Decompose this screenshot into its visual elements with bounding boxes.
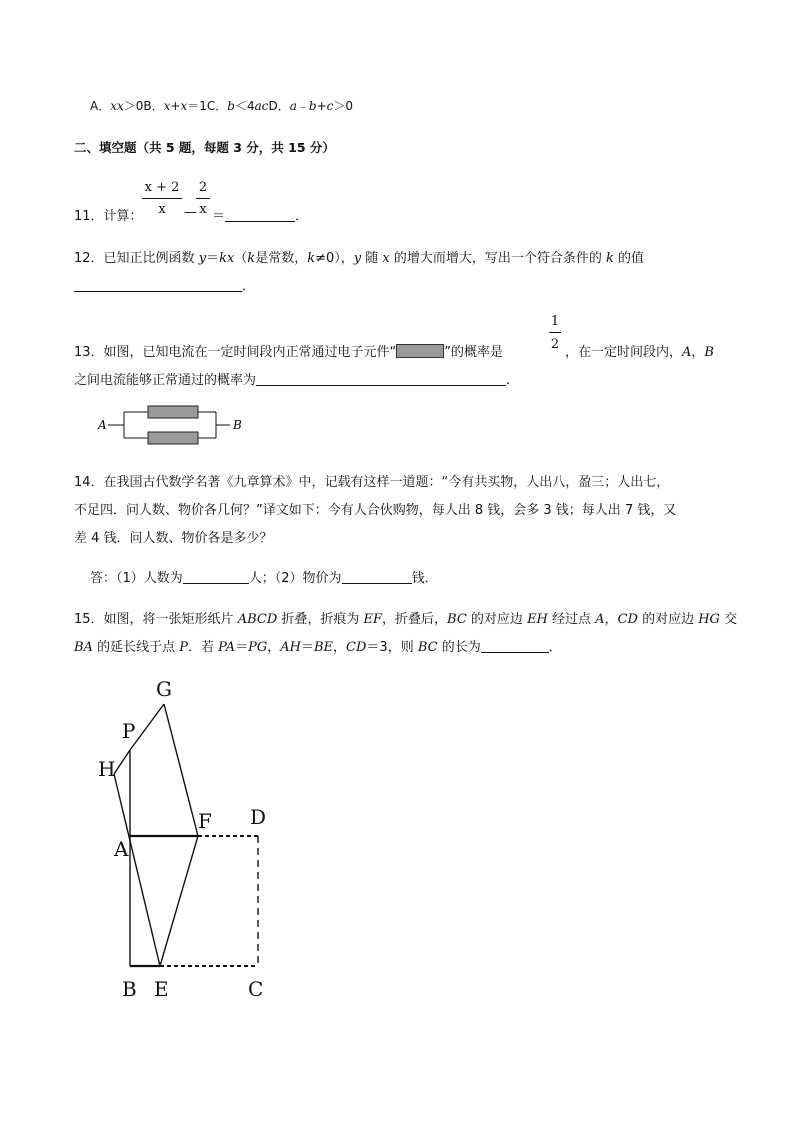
q13-point-b: B [704,345,714,360]
q15-answer-blank[interactable] [481,638,549,653]
q12-k2: k [307,251,316,266]
label-d: D [250,805,267,829]
q11-equals: ＝ [212,209,226,224]
q15-text-j: ．若 [187,640,219,655]
q15-end: ． [548,640,562,655]
edge-h-p [114,750,130,774]
q12-text4: ≠0）， [315,251,354,266]
q15-line2 [74,636,562,655]
q15-eq3: ＝3，则 [366,640,418,655]
q15-text-c: ，折叠后， [382,612,448,627]
option-c-label: ＝1C． [187,99,228,113]
circuit-diagram [96,402,256,452]
fold-figure [90,670,290,1010]
q15-eq2: ＝ [300,640,314,655]
q13-text2: ”的概率是 [444,345,504,360]
option-d-c: c [326,99,334,113]
q11-end: ． [295,209,309,224]
edge-h-e [114,774,160,966]
q13-end: ． [506,373,520,388]
q15-hg: HG [698,612,720,627]
q15-eq1: ＝ [235,640,249,655]
q12-k3: k [606,251,614,266]
q11-frac2-den: x [199,202,207,217]
q15-comma1: ， [267,640,281,655]
q15-ef: EF [363,612,383,627]
q13-text3: ，在一定时间段内， [565,345,683,360]
option-d-minus: ﹣ [296,99,309,113]
q12-line1 [74,247,644,266]
option-b-plus: + [170,99,181,113]
resistor-bottom [148,432,198,444]
q13-comma: ， [691,345,705,360]
option-d-gt: ＞0 [333,99,354,113]
q11-frac1-den: x [158,202,166,217]
label-g: G [156,677,172,701]
label-b: B [122,977,137,1001]
q12-k1: k [247,251,256,266]
q15-cd2: CD [346,640,367,655]
q15-eh: EH [527,612,548,627]
q15-be: BE [313,640,334,655]
q15-line1 [74,608,737,627]
option-d-label: D． [268,99,290,113]
q15-cd: CD [617,612,638,627]
option-d-plus: + [316,99,327,113]
q15-text-h: 交 [719,612,738,627]
q12-kx: kx [219,251,235,266]
q12-text3: 是常数， [255,251,308,266]
q11-frac1-num: x + 2 [144,180,180,195]
q15-text-e: 经过点 [547,612,596,627]
q12-text6: 的增大而增大，写出一个符合条件的 [389,251,606,266]
label-c: C [248,977,264,1001]
q15-text-d: 的对应边 [466,612,528,627]
q11-line [74,205,143,224]
resistor-top [148,406,198,418]
q12-text7: 的值 [613,251,645,266]
q15-pg: PG [248,640,268,655]
q11-frac2-bar [196,198,210,199]
option-d-b: b [308,99,317,113]
q13-point-a: A [682,345,692,360]
q13-line2 [74,369,519,388]
q11-answer-blank[interactable] [225,207,295,222]
q12-answer-blank[interactable] [74,277,242,292]
q15-point-p: P [179,640,188,655]
q14-line3: 差 4 钱．问人数、物价各是多少？ [74,531,273,546]
q15-text-a: 15．如图，将一张矩形纸片 [74,612,238,627]
label-h: H [98,757,116,781]
q11-minus: — [184,205,197,220]
q15-text-i: 的延长线于点 [92,640,180,655]
q13-answer-blank[interactable] [256,371,506,386]
q15-text-g: 的对应边 [637,612,699,627]
q13-frac-bar [549,332,561,333]
label-f: F [198,809,212,833]
option-a-expr: xx [110,99,124,113]
q12-eq: ＝ [206,251,220,266]
q15-text-k: 的长为 [437,640,481,655]
q14-answer-end: 钱． [411,571,438,586]
q11-number: 11．计算： [74,209,143,224]
q14-people-blank[interactable] [183,569,249,584]
q13-frac-den: 2 [550,337,560,352]
q12-text: 12．已知正比例函数 [74,251,199,266]
q14-answer-mid: 人；（2）物价为 [248,571,342,586]
option-b-var: x [163,99,171,113]
q15-text-f: ， [604,612,618,627]
q12-y2: y [353,251,362,266]
q15-bc: BC [447,612,467,627]
q12-text5: 随 [361,251,383,266]
q12-y: y [198,251,207,266]
q15-ah: AH [280,640,301,655]
q12-line2 [74,275,255,294]
fold-line-ef [160,836,198,966]
q14-price-blank[interactable] [342,569,412,584]
label-p: P [122,719,136,743]
q14-answer-prefix: 答：（1）人数为 [90,571,183,586]
q14-line2: 不足四．问人数、物价各几何？”译文如下：今有人合伙购物，每人出 8 钱，会多 3 钱；每人出 7 钱，又 [74,503,677,518]
q14-answer [90,567,438,586]
q13-line1-tail [565,341,714,360]
circuit-label-a: A [98,418,107,432]
q11-frac2-num: 2 [198,180,208,195]
edge-g-f [164,704,198,836]
option-d-a: a [289,99,297,113]
q13-text: 13．如图，已知电流在一定时间段内正常通过电子元件“ [74,345,397,360]
section-heading: 二、填空题（共 5 题，每题 3 分，共 15 分） [74,140,335,155]
circuit-label-b: B [233,418,242,432]
resistor-icon [396,344,444,358]
q15-bc2: BC [417,640,438,655]
option-a-label: A． [90,99,111,113]
q15-comma2: ， [333,640,347,655]
label-e: E [154,977,169,1001]
q15-text-b: 折叠，折痕为 [277,612,364,627]
q12-end: ． [242,279,256,294]
q15-abcd: ABCD [237,612,278,627]
q12-x: x [382,251,390,266]
q15-pa: PA [218,640,236,655]
q13-frac-num: 1 [550,314,560,329]
q13-line1 [74,341,503,360]
q11-frac1-bar [142,198,182,199]
q14-line1: 14．在我国古代数学名著《九章算术》中，记载有这样一道题：“今有共买物，人出八，盈三；人出七， [74,475,670,490]
option-c-var: b [227,99,235,113]
q12-text2: （ [234,251,248,266]
option-b-var2: x [180,99,188,113]
option-c-ac: ac [254,99,269,113]
label-a: A [114,837,129,861]
q13-line2-text: 之间电流能够正常通过的概率为 [74,373,257,388]
option-b-label: ＞0B． [123,99,164,113]
option-c-op: ＜4 [234,99,255,113]
q15-point-a: A [595,612,605,627]
q15-ba: BA [74,640,93,655]
q11-tail [212,205,308,224]
q10-options [90,97,353,114]
